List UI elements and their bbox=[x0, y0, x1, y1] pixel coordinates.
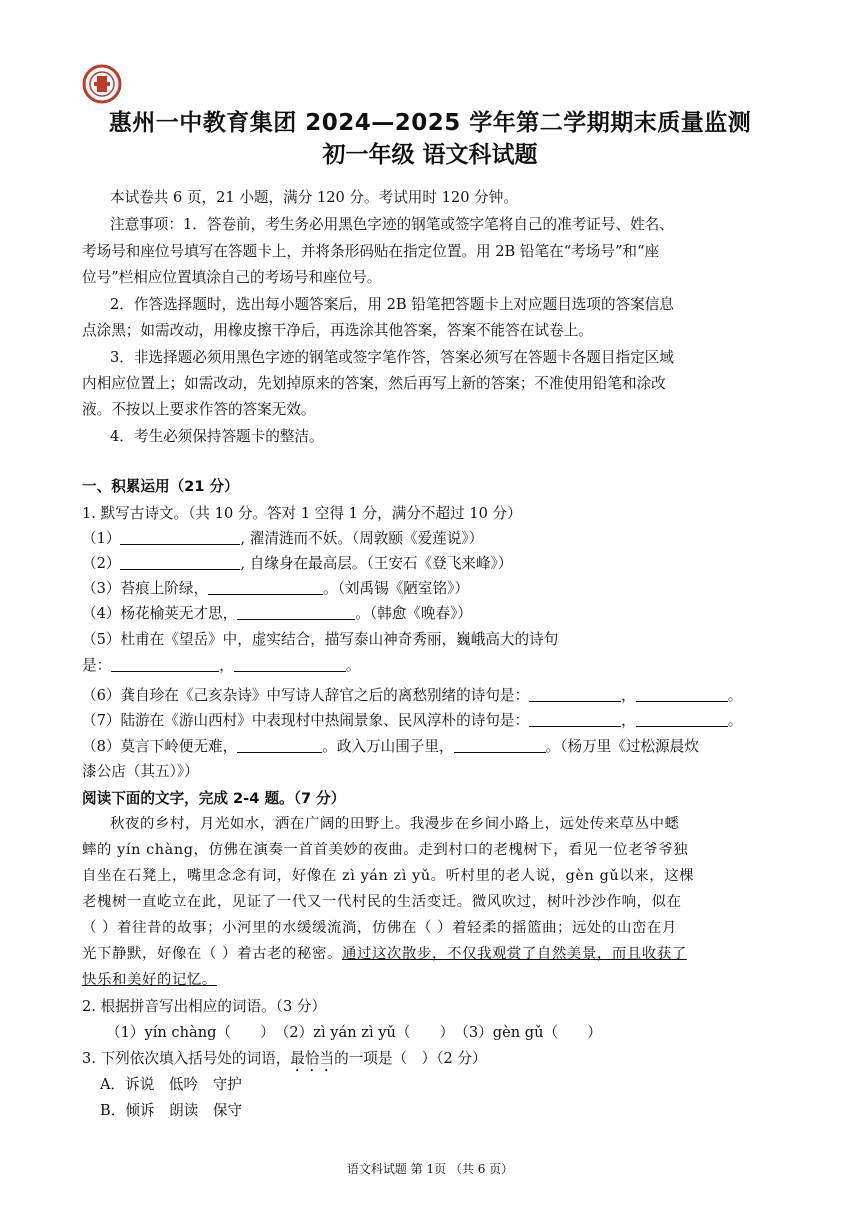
q3-option-a: A．诉说 低吟 守护 bbox=[100, 1076, 242, 1093]
answer-blank[interactable] bbox=[208, 578, 323, 595]
note-2b: 点涂黑；如需改动，用橡皮擦干净后，再选涂其他答案，答案不能答在试卷上。 bbox=[82, 322, 593, 339]
q3-title: 3. 下列依次填入括号处的词语，最恰当的一项是（ ）（2 分） bbox=[82, 1050, 487, 1067]
q1-item-5: （5）杜甫在《望岳》中，虚实结合，描写泰山神奇秀丽，巍峨高大的诗句 bbox=[82, 631, 559, 648]
answer-blank[interactable] bbox=[120, 553, 240, 570]
note-1a: 注意事项：1．答卷前，考生务必用黑色字迹的钢笔或签字笔将自己的准考证号、姓名、 bbox=[110, 216, 674, 233]
note-1c: 位号”栏相应位置填涂自己的考场号和座位号。 bbox=[82, 269, 382, 286]
q2-title: 2. 根据拼音写出相应的词语。（3 分） bbox=[82, 998, 327, 1015]
answer-blank[interactable] bbox=[454, 736, 546, 753]
note-3b: 内相应位置上；如需改动，先划掉原来的答案，然后再写上新的答案；不准使用铅笔和涂改 bbox=[82, 375, 666, 392]
note-4: 4．考生必须保持答题卡的整洁。 bbox=[110, 428, 324, 445]
emphasis-text: 最恰当 bbox=[290, 1050, 335, 1067]
q3-option-b: B．倾诉 朗读 保守 bbox=[100, 1102, 243, 1119]
passage-line-1: 秋夜的乡村，月光如水，洒在广阔的田野上。我漫步在乡间小路上，远处传来草丛中蟋 bbox=[110, 816, 680, 832]
q1-item-3: （3）苔痕上阶绿， 。（刘禹锡《陋室铭》） bbox=[82, 580, 469, 597]
reading-intro: 阅读下面的文字，完成 2-4 题。（7 分） bbox=[82, 790, 346, 807]
passage-line-2: 蟀的 yín chàng，仿佛在演奏一首首美妙的夜曲。走到村口的老槐树下，看见一位老爷爷独 bbox=[82, 842, 689, 858]
exam-title: 惠州一中教育集团 2024—2025 学年第二学期期末质量监测 bbox=[108, 110, 752, 136]
q1-item-1: （1） , 濯清涟而不妖。（周敦颐《爱莲说》） bbox=[82, 530, 484, 547]
q1-item-8b: 漆公店（其五）》） bbox=[82, 763, 199, 780]
answer-blank[interactable] bbox=[529, 710, 621, 727]
underlined-sentence: 通过这次散步，不仅我观赏了自然美景，而且收获了 bbox=[342, 946, 687, 962]
note-3c: 液。不按以上要求作答的答案无效。 bbox=[82, 401, 316, 418]
q1-item-8: （8）莫言下岭便无难， 。政入万山围子里， 。（杨万里《过松源晨炊 bbox=[82, 738, 699, 755]
passage-line-4: 老槐树一直屹立在此，见证了一代又一代村民的生活变迁。微风吹过，树叶沙沙作响，似在 bbox=[82, 894, 682, 910]
note-1b: 考场号和座位号填写在答题卡上，并将条形码贴在指定位置。用 2B 铅笔在“考场号”和“座 bbox=[82, 243, 660, 260]
note-3a: 3．非选择题必须用黑色字迹的钢笔或签字笔作答，答案必须写在答题卡各题目指定区域 bbox=[110, 349, 674, 366]
answer-blank[interactable] bbox=[237, 736, 322, 753]
q1-title: 1. 默写古诗文。（共 10 分。答对 1 空得 1 分，满分不超过 10 分） bbox=[82, 505, 522, 522]
q1-item-2: （2） , 自缘身在最高层。（王安石《登飞来峰》） bbox=[82, 555, 513, 572]
q2-items: （1）yín chàng（ ） （2）zì yán zì yǔ（ ） （3）gèn gǔ（ ） bbox=[106, 1024, 602, 1041]
answer-blank[interactable] bbox=[636, 710, 728, 727]
answer-blank[interactable] bbox=[120, 528, 240, 545]
q1-item-4: （4）杨花榆荚无才思， 。（韩愈《晚春》） bbox=[82, 605, 472, 622]
page-footer: 语文科试题 第 1页 （共 6 页） bbox=[346, 1162, 514, 1176]
passage-line-3: 自坐在石凳上，嘴里念念有词，好像在 zì yán zì yǔ。听村里的老人说，gèn gǔ以来，这棵 bbox=[82, 868, 695, 884]
section-heading: 一、积累运用（21 分） bbox=[82, 478, 239, 495]
passage-line-7: 快乐和美好的记忆。 bbox=[82, 972, 217, 988]
q1-item-6: （6）龚自珍在《己亥杂诗》中写诗人辞官之后的离愁别绪的诗句是： ， 。 bbox=[82, 687, 743, 704]
note-2a: 2．作答选择题时，选出每小题答案后，用 2B 铅笔把答题卡上对应题目选项的答案信息 bbox=[110, 296, 674, 313]
q1-item-5b: 是： ， 。 bbox=[82, 657, 361, 674]
answer-blank[interactable] bbox=[234, 655, 346, 672]
answer-blank[interactable] bbox=[111, 655, 219, 672]
answer-blank[interactable] bbox=[636, 685, 728, 702]
answer-blank[interactable] bbox=[529, 685, 621, 702]
intro-text: 本试卷共 6 页，21 小题，满分 120 分。考试用时 120 分钟。 bbox=[110, 189, 518, 206]
passage-line-5: （ ）着往昔的故事；小河里的水缓缓流淌，仿佛在（ ）着轻柔的摇篮曲；远处的山峦在月 bbox=[82, 920, 677, 936]
school-seal-logo bbox=[82, 64, 122, 104]
q1-item-7: （7）陆游在《游山西村》中表现村中热闹景象、民风淳朴的诗句是： ， 。 bbox=[82, 712, 743, 729]
answer-blank[interactable] bbox=[237, 603, 355, 620]
passage-line-6: 光下静默，好像在（ ）着古老的秘密。通过这次散步，不仅我观赏了自然美景，而且收获了 bbox=[82, 946, 687, 962]
exam-subtitle: 初一年级 语文科试题 bbox=[322, 142, 538, 168]
